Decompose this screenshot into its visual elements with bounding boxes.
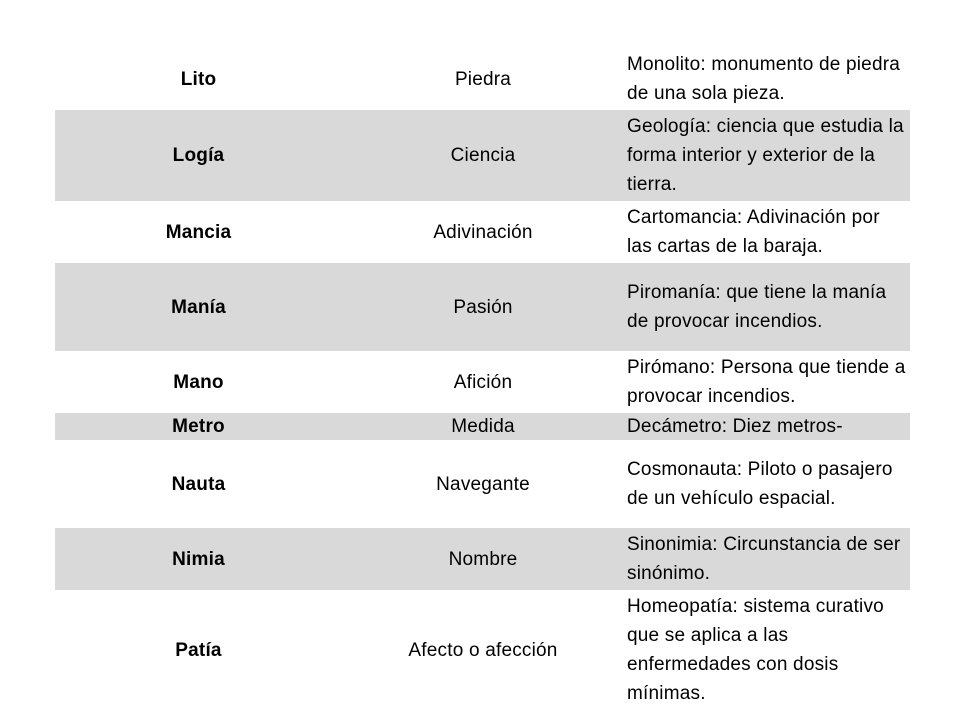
example-cell: Cartomancia: Adivinación por las cartas de la baraja. [624,201,910,263]
roots-table-container [55,48,910,710]
meaning-cell: Adivinación [342,201,624,263]
root-cell: Metro [55,413,342,440]
table-row [55,110,910,201]
table-row [55,440,910,528]
table-row [55,48,910,110]
meaning-cell: Navegante [342,440,624,528]
table-row [55,590,910,710]
example-cell: Cosmonauta: Piloto o pasajero de un vehículo espacial. [624,440,910,528]
meaning-cell: Piedra [342,48,624,110]
meaning-cell: Ciencia [342,110,624,201]
root-cell: Manía [55,263,342,351]
meaning-cell: Nombre [342,528,624,590]
example-cell: Sinonimia: Circunstancia de ser sinónimo. [624,528,910,590]
example-cell: Monolito: monumento de piedra de una sola pieza. [624,48,910,110]
meaning-cell: Medida [342,413,624,440]
meaning-cell: Pasión [342,263,624,351]
root-cell: Patía [55,590,342,710]
example-cell: Piromanía: que tiene la manía de provocar incendios. [624,263,910,351]
root-cell: Nauta [55,440,342,528]
root-cell: Lito [55,48,342,110]
table-row [55,413,910,440]
root-cell: Nimia [55,528,342,590]
table-row [55,528,910,590]
table-row [55,351,910,413]
meaning-cell: Afición [342,351,624,413]
root-cell: Mancia [55,201,342,263]
example-cell: Pirómano: Persona que tiende a provocar incendios. [624,351,910,413]
root-cell: Logía [55,110,342,201]
root-cell: Mano [55,351,342,413]
example-cell: Geología: ciencia que estudia la forma interior y exterior de la tierra. [624,110,910,201]
table-row [55,263,910,351]
example-cell: Homeopatía: sistema curativo que se aplica a las enfermedades con dosis mínimas. [624,590,910,710]
example-cell: Decámetro: Diez metros- [624,413,910,440]
meaning-cell: Afecto o afección [342,590,624,710]
table-row [55,201,910,263]
greek-roots-table [55,48,910,710]
